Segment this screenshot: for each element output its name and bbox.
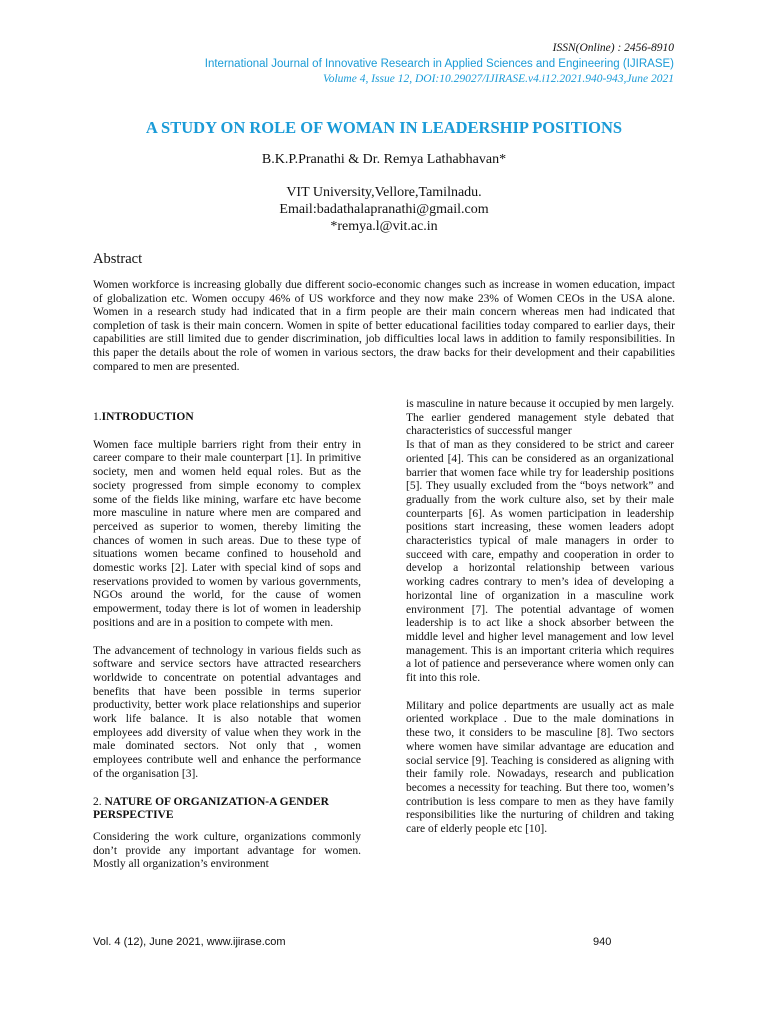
nature-paragraph-1: Considering the work culture, organizations commonly don’t provide any important advantage for women. Mostly all organization’s environment (93, 830, 361, 871)
right-paragraph-3: Military and police departments are usually act as male oriented workplace . Due to the male dominations in these two, it considers to be masculine [8]. Two sectors where women have similar advantage are education and social service [9]. Teaching is considered as aligning with their family role. Nowadays, research and publication becomes a necessity for teaching. But there too, women’s contribution is less compare to men as they have family responsibilities like the nurturing of children and taking care of elderly people etc [10]. (406, 699, 674, 836)
issn-label: ISSN(Online) : 2456-8910 (552, 42, 674, 54)
nature-title: NATURE OF ORGANIZATION-A GENDER PERSPECTIVE (93, 795, 329, 822)
right-paragraph-2: Is that of man as they considered to be strict and career oriented [4]. This can be considered as an organizational barrier that women face while try for leadership positions [5]. They usually excluded from the “boys network” and gradually from the work culture also, set by their male counterparts [6]. As women participation in leadership positions start increasing, these women leaders adopt characteristics typical of male managers in order to succeed with care, empathy and cooperation in order to develop a horizontal relationship between various working cadres contrary to men’s idea of developing a horizontal line of organization in a masculine work environment [7]. The potential advantage of women leadership is to act like a shock absorber between the middle level and higher level management and low level management. This is an important criteria which requires a lot of patience and perseverance where women only can fit into this role. (406, 439, 674, 685)
nature-number: 2. (93, 795, 102, 808)
footer-citation: Vol. 4 (12), June 2021, www.ijirase.com (93, 936, 286, 948)
intro-paragraph-1: Women face multiple barriers right from their entry in career compare to their male counterpart [1]. In primitive society, men and women held equal roles. But as the society progressed from simple economy to complex some of the fields like mining, warfare etc have become more masculine in nature where men are compared and perceived as superior to women, thereby limiting the chances of women in such areas. Due to these type of situations women became confined to household and domestic works [2]. Later with special kind of sops and reservations provided to women by various governments, NGOs around the world, for the cause of women empowerment, today there is lot of women in leadership positions and are in a position to compete with men. (93, 438, 361, 629)
right-paragraph-1: is masculine in nature because it occupied by men largely. The earlier gendered management style debated that characteristics of successful manger (406, 398, 674, 438)
intro-title: INTRODUCTION (101, 411, 194, 423)
nature-heading (93, 796, 361, 823)
intro-paragraph-2: The advancement of technology in various fields such as software and service sectors have attracted researchers worldwide to concentrate on potential advantages and benefits that have been possible in terms superior productivity, better work place relationships and superior work life balance. It is also notable that women employees add diversity of value when they work in the male dominated sectors. Not only that , women employees contribute well and enhance the performance of the organisation [3]. (93, 644, 361, 780)
affiliation-block (0, 184, 768, 235)
left-column (93, 411, 361, 872)
affiliation-email-2: *remya.l@vit.ac.in (330, 219, 438, 234)
abstract-heading: Abstract (93, 251, 143, 267)
intro-number: 1. (93, 411, 102, 423)
journal-name: International Journal of Innovative Research in Applied Sciences and Engineering (IJIRASE) (204, 58, 674, 70)
volume-doi-line: Volume 4, Issue 12, DOI:10.29027/IJIRASE.v4.i12.2021.940-943,June 2021 (322, 73, 674, 85)
author-list: B.K.P.Pranathi & Dr. Remya Lathabhavan* (261, 152, 507, 167)
affiliation-institution: VIT University,Vellore,Tamilnadu. (286, 185, 482, 200)
paper-title: A STUDY ON ROLE OF WOMAN IN LEADERSHIP POSITIONS (145, 118, 623, 137)
right-column (406, 398, 674, 837)
affiliation-email-1: Email:badathalapranathi@gmail.com (279, 202, 489, 217)
intro-heading (93, 411, 361, 425)
abstract-text: Women workforce is increasing globally due different socio-economic changes such as increase in women education, impact of globalization etc. Women occupy 46% of US workforce and they now make 23% of Women CEOs in the USA alone. Women in a research study had indicated that in a firm people are their main concern whereas men had indicated that completion of task is their main concern. Women in spite of better educational facilities today compared to earlier days, their capabilities are still limited due to gender discrimination, job difficulties local laws in addition to family responsibilities. In this paper the details about the role of women in various sectors, the draw backs for their development and their capabilities compared to men are presented. (93, 279, 675, 373)
page-number: 940 (593, 936, 612, 948)
